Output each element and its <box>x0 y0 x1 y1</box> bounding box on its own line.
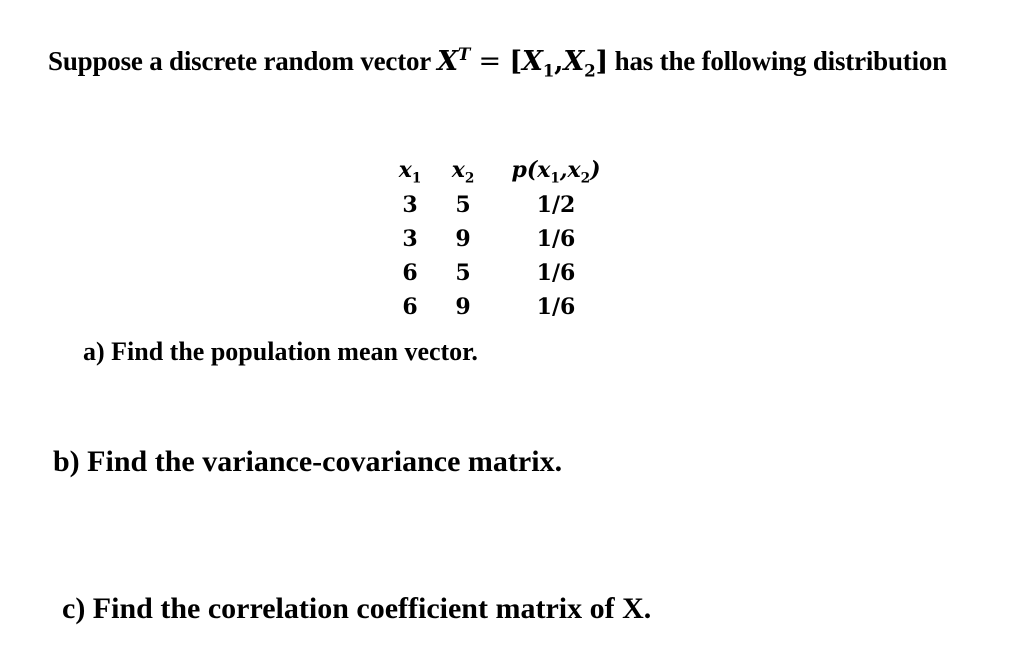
header-probability: $p(x_1,x_2)$ <box>511 157 601 187</box>
intro-text-after: has the following distribution <box>608 46 947 76</box>
cell-x2: 5 <box>455 260 471 286</box>
question-a: a) Find the population mean vector. <box>83 337 478 366</box>
cell-probability: 1/6 <box>536 260 576 286</box>
header-x1: $x_1$ <box>398 157 422 187</box>
cell-x1: 3 <box>402 192 418 218</box>
bracket-open: [ <box>509 46 522 77</box>
header-x2: $x_2$ <box>451 157 475 187</box>
component-x1-subscript: 1 <box>542 60 555 81</box>
problem-statement <box>48 44 947 81</box>
cell-x2: 5 <box>455 192 471 218</box>
vector-symbol: X <box>437 46 458 77</box>
intro-text-before: Suppose a discrete random vector <box>48 46 438 76</box>
distribution-table <box>390 152 616 324</box>
cell-probability: 1/6 <box>536 294 576 320</box>
table-header-row <box>390 152 616 188</box>
component-comma: , <box>554 46 564 77</box>
table-row <box>390 188 616 222</box>
cell-x1: 3 <box>402 226 418 252</box>
transpose-superscript: T <box>457 44 471 64</box>
table-row <box>390 290 616 324</box>
cell-probability: 1/6 <box>536 226 576 252</box>
table-row <box>390 256 616 290</box>
question-c: c) Find the correlation coefficient matrix of X. <box>62 592 652 625</box>
cell-probability: 1/2 <box>536 192 576 218</box>
question-b: b) Find the variance-covariance matrix. <box>53 445 563 478</box>
cell-x1: 6 <box>402 260 418 286</box>
table-row <box>390 222 616 256</box>
component-x2-subscript: 2 <box>584 60 596 81</box>
cell-x2: 9 <box>455 294 471 320</box>
component-x1: X <box>521 46 543 77</box>
component-x2: X <box>563 46 585 77</box>
cell-x1: 6 <box>402 294 418 320</box>
equals-sign: = <box>470 46 510 77</box>
cell-x2: 9 <box>455 226 471 252</box>
bracket-close: ] <box>595 46 609 77</box>
